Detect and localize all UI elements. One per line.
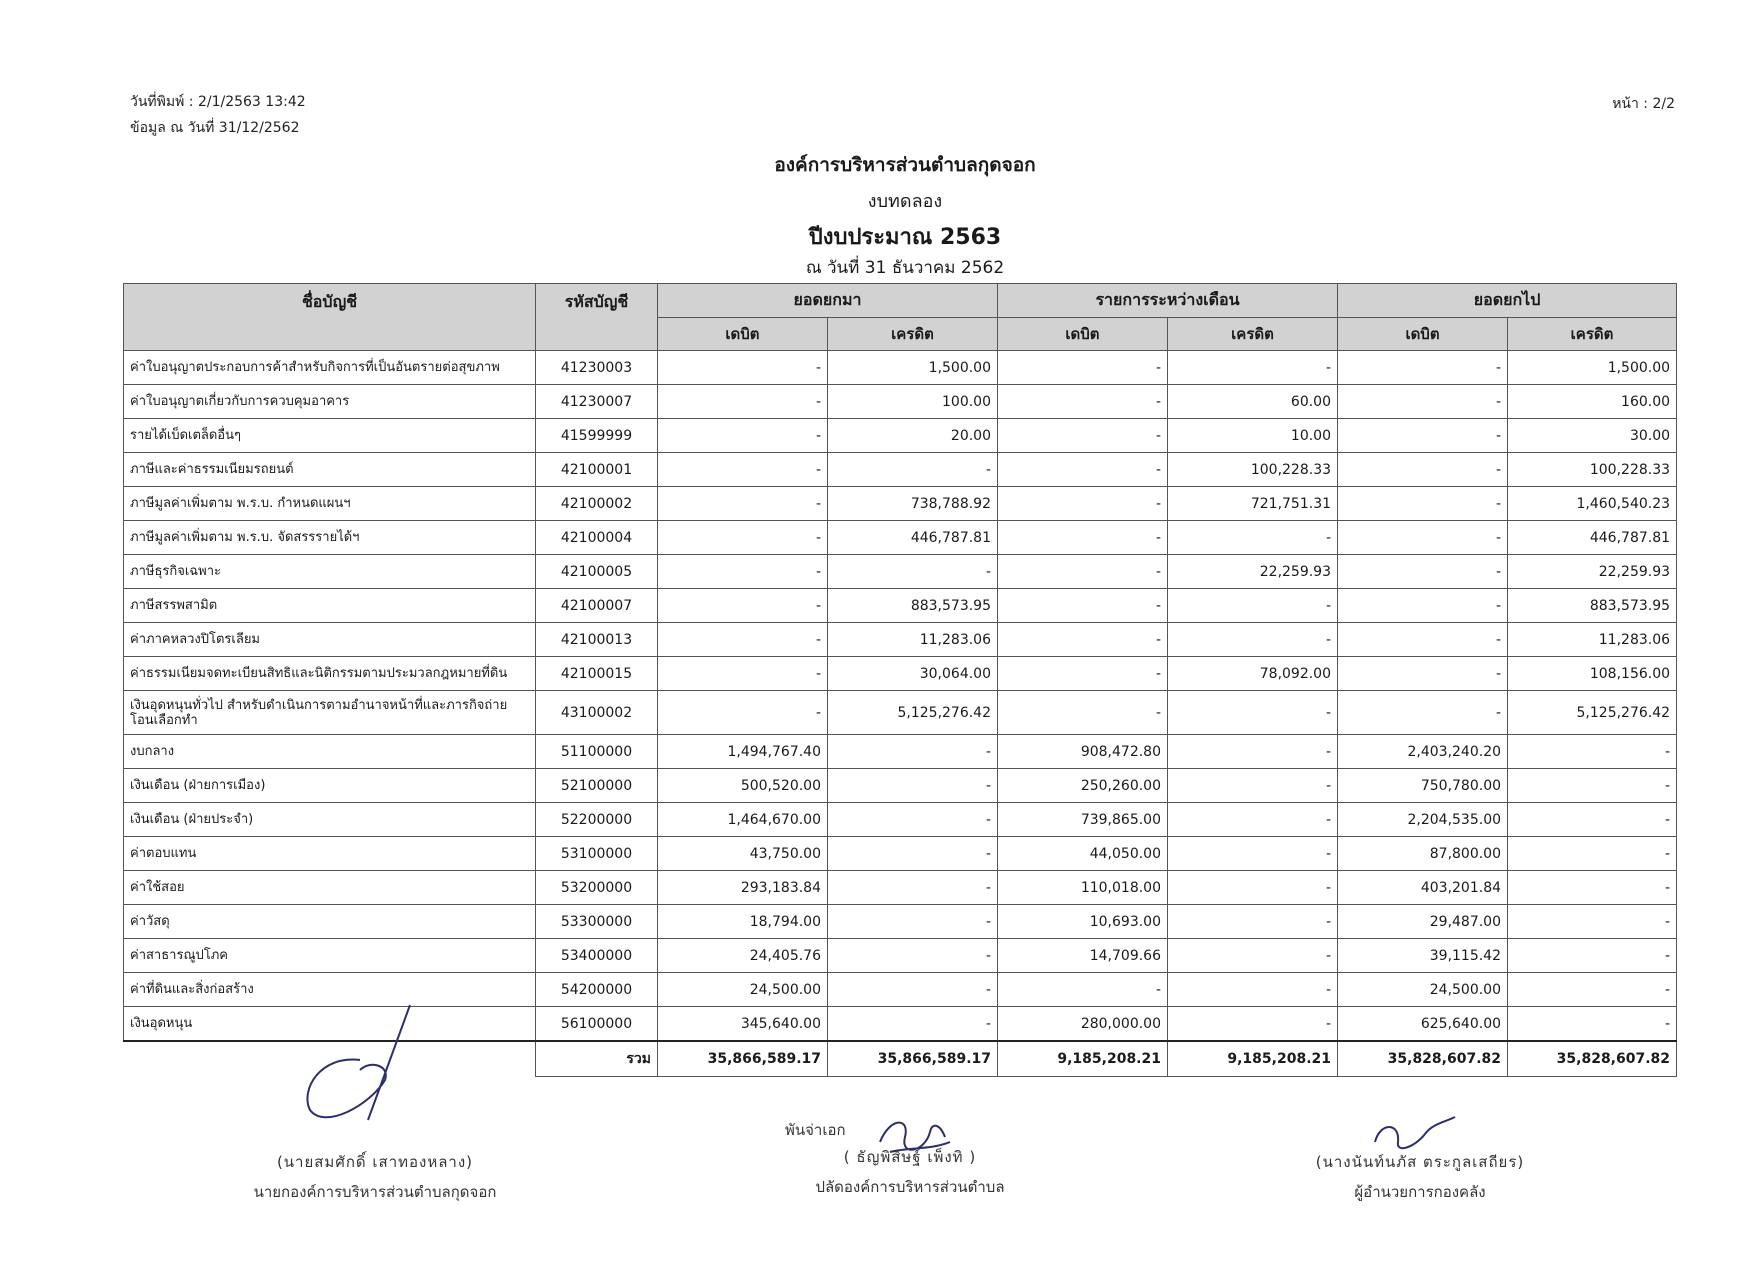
bf-debit-value: - (658, 419, 828, 453)
month-credit-value: - (1168, 871, 1338, 905)
table-row (124, 803, 1677, 837)
month-credit-value: - (1168, 735, 1338, 769)
month-debit-value: - (998, 657, 1168, 691)
bf-debit-value: - (658, 351, 828, 385)
account-name: เงินอุดหนุน (124, 1007, 536, 1042)
month-credit-value: 10.00 (1168, 419, 1338, 453)
bf-credit-value: - (828, 837, 998, 871)
signer-name: (นางนันท์นภัส ตระกูลเสถียร) (1315, 1153, 1525, 1171)
cf-debit-value: 39,115.42 (1338, 939, 1508, 973)
cf-credit-value: 5,125,276.42 (1508, 691, 1677, 735)
cf-debit-value: - (1338, 589, 1508, 623)
account-name: ค่าธรรมเนียมจดทะเบียนสิทธิและนิติกรรมตามประมวลกฎหมายที่ดิน (124, 657, 536, 691)
month-debit-value: - (998, 555, 1168, 589)
total-bf-debit: 35,866,589.17 (658, 1041, 828, 1077)
cf-debit-value: - (1338, 657, 1508, 691)
fiscal-year-title: ปีงบประมาณ 2563 (808, 225, 1002, 250)
bf-credit-value: - (828, 905, 998, 939)
signature-block-mayor (210, 1150, 540, 1204)
month-debit-value: 14,709.66 (998, 939, 1168, 973)
cf-debit-value: 750,780.00 (1338, 769, 1508, 803)
cf-credit-value: 22,259.93 (1508, 555, 1677, 589)
bf-debit-value: - (658, 623, 828, 657)
account-code: 53100000 (536, 837, 658, 871)
signer-name: ( ธัญพิสิษฐ์ เพ็งทิ ) (843, 1148, 977, 1166)
bf-debit-value: 24,405.76 (658, 939, 828, 973)
signature-scribble-mayor (290, 1000, 450, 1130)
cf-credit-value: - (1508, 905, 1677, 939)
signer-position: ผู้อำนวยการกองคลัง (1354, 1183, 1486, 1201)
bf-debit-value: - (658, 385, 828, 419)
total-month-debit: 9,185,208.21 (998, 1041, 1168, 1077)
account-code: 42100001 (536, 453, 658, 487)
page-number: หน้า : 2/2 (1612, 96, 1675, 112)
table-row (124, 555, 1677, 589)
cf-debit-value: - (1338, 555, 1508, 589)
table-row (124, 939, 1677, 973)
cf-debit-value: - (1338, 385, 1508, 419)
table-row (124, 905, 1677, 939)
month-debit-value: 280,000.00 (998, 1007, 1168, 1042)
account-name: ภาษีสรรพสามิต (124, 589, 536, 623)
bf-debit-value: - (658, 691, 828, 735)
cf-credit-value: 11,283.06 (1508, 623, 1677, 657)
month-credit-value: 78,092.00 (1168, 657, 1338, 691)
account-code: 53200000 (536, 871, 658, 905)
month-debit-value: 250,260.00 (998, 769, 1168, 803)
table-row (124, 351, 1677, 385)
cf-credit-value: - (1508, 973, 1677, 1007)
signer-name: (นายสมศักดิ์ เสาทองหลาง) (276, 1153, 474, 1171)
bf-debit-value: 24,500.00 (658, 973, 828, 1007)
month-debit-value: 739,865.00 (998, 803, 1168, 837)
account-code: 42100002 (536, 487, 658, 521)
account-name: ค่าสาธารณูปโภค (124, 939, 536, 973)
month-debit-value: - (998, 973, 1168, 1007)
account-name: รายได้เบ็ดเตล็ดอื่นๆ (124, 419, 536, 453)
account-name: เงินเดือน (ฝ่ายการเมือง) (124, 769, 536, 803)
org-title: องค์การบริหารส่วนตำบลกุดจอก (774, 154, 1036, 176)
cf-credit-value: - (1508, 939, 1677, 973)
bf-credit-value: - (828, 769, 998, 803)
header-carried-forward: ยอดยกไป (1338, 284, 1677, 318)
account-name: ค่าใบอนุญาตเกี่ยวกับการควบคุมอาคาร (124, 385, 536, 419)
month-debit-value: - (998, 385, 1168, 419)
bf-debit-value: 18,794.00 (658, 905, 828, 939)
table-row (124, 521, 1677, 555)
bf-credit-value: - (828, 555, 998, 589)
account-code: 42100007 (536, 589, 658, 623)
bf-credit-value: 446,787.81 (828, 521, 998, 555)
account-name: ค่าใบอนุญาตประกอบการค้าสำหรับกิจการที่เป็นอันตรายต่อสุขภาพ (124, 351, 536, 385)
header-debit: เดบิต (658, 318, 828, 351)
bf-credit-value: 1,500.00 (828, 351, 998, 385)
header-account-code: รหัสบัญชี (536, 284, 658, 351)
bf-credit-value: - (828, 803, 998, 837)
month-debit-value: 10,693.00 (998, 905, 1168, 939)
header-account-name: ชื่อบัญชี (124, 284, 536, 351)
account-name: เงินอุดหนุนทั่วไป สำหรับดำเนินการตามอำนาจหน้าที่และภารกิจถ่ายโอนเลือกทำ (124, 691, 536, 735)
cf-credit-value: 883,573.95 (1508, 589, 1677, 623)
total-bf-credit: 35,866,589.17 (828, 1041, 998, 1077)
bf-debit-value: - (658, 555, 828, 589)
account-code: 43100002 (536, 691, 658, 735)
account-code: 41599999 (536, 419, 658, 453)
account-code: 56100000 (536, 1007, 658, 1042)
month-debit-value: 908,472.80 (998, 735, 1168, 769)
account-name: ภาษีมูลค่าเพิ่มตาม พ.ร.บ. จัดสรรรายได้ฯ (124, 521, 536, 555)
bf-credit-value: - (828, 1007, 998, 1042)
account-name: ค่าตอบแทน (124, 837, 536, 871)
bf-debit-value: - (658, 589, 828, 623)
table-row (124, 735, 1677, 769)
cf-debit-value: - (1338, 691, 1508, 735)
month-debit-value: - (998, 521, 1168, 555)
account-name: งบกลาง (124, 735, 536, 769)
print-date: วันที่พิมพ์ : 2/1/2563 13:42 (130, 94, 306, 110)
as-of-date: ณ วันที่ 31 ธันวาคม 2562 (805, 258, 1005, 278)
cf-credit-value: 446,787.81 (1508, 521, 1677, 555)
bf-credit-value: - (828, 939, 998, 973)
month-credit-value: - (1168, 623, 1338, 657)
header-debit: เดบิต (1338, 318, 1508, 351)
bf-credit-value: - (828, 973, 998, 1007)
cf-debit-value: - (1338, 419, 1508, 453)
month-debit-value: - (998, 453, 1168, 487)
month-debit-value: 110,018.00 (998, 871, 1168, 905)
data-date: ข้อมูล ณ วันที่ 31/12/2562 (130, 120, 300, 136)
bf-debit-value: 1,494,767.40 (658, 735, 828, 769)
account-code: 51100000 (536, 735, 658, 769)
header-during-month: รายการระหว่างเดือน (998, 284, 1338, 318)
bf-credit-value: - (828, 735, 998, 769)
bf-credit-value: 30,064.00 (828, 657, 998, 691)
bf-credit-value: 5,125,276.42 (828, 691, 998, 735)
cf-credit-value: - (1508, 735, 1677, 769)
bf-credit-value: 883,573.95 (828, 589, 998, 623)
month-credit-value: - (1168, 939, 1338, 973)
table-row (124, 837, 1677, 871)
header-credit: เครดิต (1168, 318, 1338, 351)
month-debit-value: - (998, 487, 1168, 521)
bf-credit-value: 100.00 (828, 385, 998, 419)
month-credit-value: - (1168, 521, 1338, 555)
signer-position: นายกองค์การบริหารส่วนตำบลกุดจอก (253, 1183, 497, 1201)
account-name: ค่าที่ดินและสิ่งก่อสร้าง (124, 973, 536, 1007)
cf-debit-value: 625,640.00 (1338, 1007, 1508, 1042)
table-row (124, 871, 1677, 905)
cf-debit-value: 2,204,535.00 (1338, 803, 1508, 837)
table-row (124, 453, 1677, 487)
month-credit-value: - (1168, 691, 1338, 735)
month-credit-value: 60.00 (1168, 385, 1338, 419)
cf-credit-value: - (1508, 871, 1677, 905)
table-row (124, 769, 1677, 803)
month-credit-value: 22,259.93 (1168, 555, 1338, 589)
cf-credit-value: - (1508, 803, 1677, 837)
bf-credit-value: - (828, 453, 998, 487)
cf-debit-value: - (1338, 487, 1508, 521)
month-credit-value: - (1168, 589, 1338, 623)
bf-debit-value: - (658, 657, 828, 691)
header-credit: เครดิต (828, 318, 998, 351)
month-credit-value: - (1168, 351, 1338, 385)
account-code: 53400000 (536, 939, 658, 973)
cf-debit-value: 403,201.84 (1338, 871, 1508, 905)
rank-prefix: พันจ่าเอก (785, 1121, 846, 1139)
total-cf-credit: 35,828,607.82 (1508, 1041, 1677, 1077)
account-code: 42100013 (536, 623, 658, 657)
bf-credit-value: - (828, 871, 998, 905)
cf-debit-value: 87,800.00 (1338, 837, 1508, 871)
account-code: 42100004 (536, 521, 658, 555)
month-debit-value: - (998, 589, 1168, 623)
cf-credit-value: 30.00 (1508, 419, 1677, 453)
cf-debit-value: - (1338, 521, 1508, 555)
month-debit-value: - (998, 623, 1168, 657)
bf-debit-value: 293,183.84 (658, 871, 828, 905)
month-debit-value: - (998, 691, 1168, 735)
account-code: 42100005 (536, 555, 658, 589)
total-month-credit: 9,185,208.21 (1168, 1041, 1338, 1077)
month-debit-value: - (998, 419, 1168, 453)
cf-credit-value: - (1508, 837, 1677, 871)
month-debit-value: 44,050.00 (998, 837, 1168, 871)
account-name: ค่าใช้สอย (124, 871, 536, 905)
cf-credit-value: - (1508, 1007, 1677, 1042)
table-row (124, 385, 1677, 419)
header-row-main (124, 284, 1677, 318)
account-name: ค่าภาคหลวงปิโตรเลียม (124, 623, 536, 657)
signature-block-finance (1300, 1150, 1540, 1204)
account-code: 54200000 (536, 973, 658, 1007)
account-code: 41230007 (536, 385, 658, 419)
month-debit-value: - (998, 351, 1168, 385)
cf-credit-value: 1,500.00 (1508, 351, 1677, 385)
account-code: 41230003 (536, 351, 658, 385)
bf-debit-value: - (658, 453, 828, 487)
total-cf-debit: 35,828,607.82 (1338, 1041, 1508, 1077)
month-credit-value: - (1168, 973, 1338, 1007)
bf-debit-value: 500,520.00 (658, 769, 828, 803)
month-credit-value: - (1168, 769, 1338, 803)
account-name: ค่าวัสดุ (124, 905, 536, 939)
signer-position: ปลัดองค์การบริหารส่วนตำบล (815, 1178, 1005, 1196)
bf-debit-value: 345,640.00 (658, 1007, 828, 1042)
month-credit-value: - (1168, 803, 1338, 837)
month-credit-value: - (1168, 1007, 1338, 1042)
cf-debit-value: - (1338, 453, 1508, 487)
table-row (124, 487, 1677, 521)
header-debit: เดบิต (998, 318, 1168, 351)
bf-debit-value: - (658, 521, 828, 555)
account-name: ภาษีมูลค่าเพิ่มตาม พ.ร.บ. กำหนดแผนฯ (124, 487, 536, 521)
bf-debit-value: 1,464,670.00 (658, 803, 828, 837)
table-row (124, 419, 1677, 453)
table-body (124, 351, 1677, 1042)
cf-credit-value: 100,228.33 (1508, 453, 1677, 487)
bf-credit-value: 20.00 (828, 419, 998, 453)
bf-credit-value: 738,788.92 (828, 487, 998, 521)
signature-block-clerk (780, 1145, 1040, 1199)
account-code: 52200000 (536, 803, 658, 837)
cf-debit-value: - (1338, 623, 1508, 657)
account-code: 42100015 (536, 657, 658, 691)
account-name: ภาษีและค่าธรรมเนียมรถยนต์ (124, 453, 536, 487)
bf-credit-value: 11,283.06 (828, 623, 998, 657)
account-name: เงินเดือน (ฝ่ายประจำ) (124, 803, 536, 837)
account-code: 52100000 (536, 769, 658, 803)
cf-credit-value: 160.00 (1508, 385, 1677, 419)
month-credit-value: - (1168, 837, 1338, 871)
account-code: 53300000 (536, 905, 658, 939)
account-name: ภาษีธุรกิจเฉพาะ (124, 555, 536, 589)
cf-debit-value: 29,487.00 (1338, 905, 1508, 939)
table-row (124, 691, 1677, 735)
trial-balance-table (123, 283, 1677, 1077)
table-row (124, 623, 1677, 657)
cf-debit-value: 24,500.00 (1338, 973, 1508, 1007)
bf-debit-value: 43,750.00 (658, 837, 828, 871)
month-credit-value: 100,228.33 (1168, 453, 1338, 487)
month-credit-value: 721,751.31 (1168, 487, 1338, 521)
cf-credit-value: 108,156.00 (1508, 657, 1677, 691)
total-label: รวม (536, 1041, 658, 1077)
report-title: งบทดลอง (867, 191, 943, 212)
header-brought-forward: ยอดยกมา (658, 284, 998, 318)
table-row (124, 589, 1677, 623)
table-row (124, 657, 1677, 691)
month-credit-value: - (1168, 905, 1338, 939)
cf-debit-value: 2,403,240.20 (1338, 735, 1508, 769)
cf-debit-value: - (1338, 351, 1508, 385)
cf-credit-value: - (1508, 769, 1677, 803)
header-credit: เครดิต (1508, 318, 1677, 351)
bf-debit-value: - (658, 487, 828, 521)
cf-credit-value: 1,460,540.23 (1508, 487, 1677, 521)
